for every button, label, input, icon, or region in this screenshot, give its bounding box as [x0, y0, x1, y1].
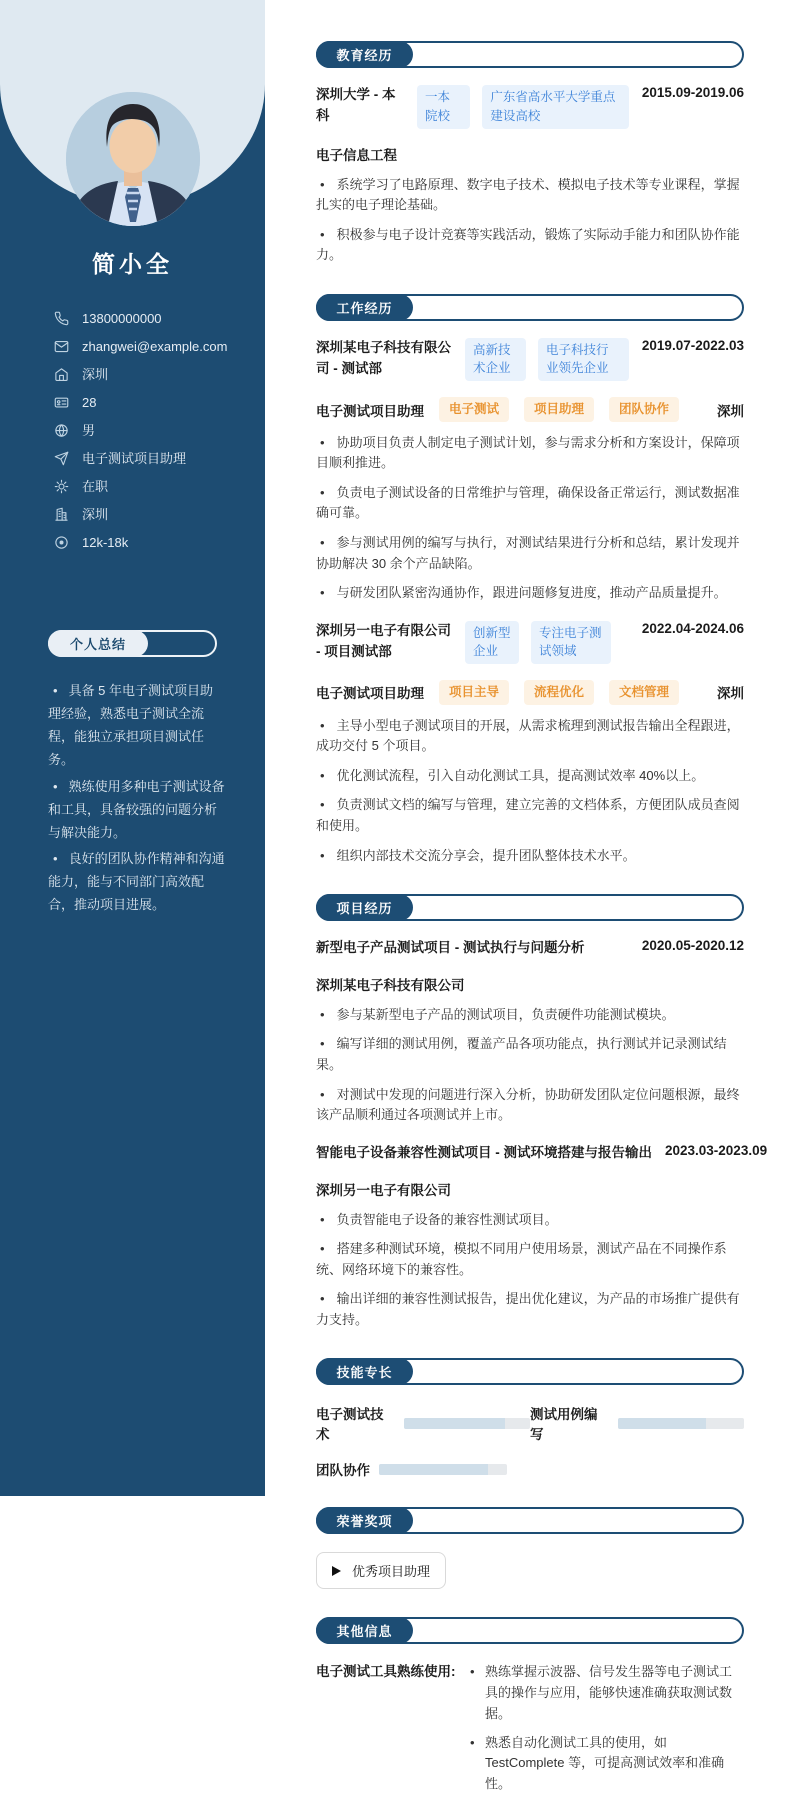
project-company: 深圳某电子科技有限公司	[316, 977, 465, 993]
other-info-row	[316, 1662, 744, 1803]
bullet: • 积极参与电子设计竞赛等实践活动，锻炼了实际动手能力和团队协作能力。	[316, 225, 744, 266]
honor-item	[316, 1552, 446, 1589]
project-name: 智能电子设备兼容性测试项目 - 测试环境搭建与报告输出	[316, 1144, 652, 1160]
gear-icon	[54, 479, 69, 494]
role-tags	[439, 680, 679, 705]
contact-target-position-value: 电子测试项目助理	[82, 451, 187, 466]
skills-list	[316, 1403, 744, 1479]
contact-email-value: zhangwei@example.com	[82, 339, 228, 354]
contact-home-city-value: 深圳	[82, 367, 109, 382]
contact-list	[54, 311, 249, 550]
education-section-title: 教育经历	[316, 41, 413, 68]
paper-plane-icon	[54, 451, 69, 466]
other-info-bullets	[468, 1662, 744, 1803]
skill-item	[316, 1459, 530, 1479]
summary-content	[48, 679, 225, 916]
play-icon	[332, 1566, 341, 1576]
summary-item: • 良好的团队协作精神和沟通能力，能与不同部门高效配合，推动项目进展。	[48, 847, 225, 916]
resume-main	[316, 0, 768, 1803]
bullet: • 协助项目负责人制定电子测试计划，参与需求分析和方案设计，保障项目顺利推进。	[316, 433, 744, 474]
avatar	[66, 92, 200, 226]
contact-gender-value: 男	[82, 423, 96, 438]
project-company: 深圳另一电子有限公司	[316, 1182, 451, 1198]
skills-section-header	[316, 1358, 744, 1385]
bullet: • 组织内部技术交流分享会，提升团队整体技术水平。	[316, 846, 744, 867]
honor-label: 优秀项目助理	[352, 1564, 431, 1580]
home-icon	[54, 367, 69, 382]
school-tag: 一本院校	[417, 85, 470, 129]
role-tag: 文档管理	[609, 680, 679, 705]
work-bullets	[316, 716, 744, 866]
other-section-header	[316, 1617, 744, 1644]
contact-phone-value: 13800000000	[82, 311, 162, 326]
bullet: • 搭建多种测试环境，模拟不同用户使用场景，测试产品在不同操作系统、网络环境下的兼容性。	[316, 1239, 744, 1280]
contact-email	[54, 339, 249, 354]
phone-icon	[54, 311, 69, 326]
projects-section-title: 项目经历	[316, 894, 413, 921]
contact-age-value: 28	[82, 395, 97, 410]
honors-section-title: 荣誉奖项	[316, 1507, 413, 1534]
bullet: • 负责测试文档的编写与管理，建立完善的文档体系，方便团队成员查阅和使用。	[316, 795, 744, 836]
school-name: 深圳大学 - 本科	[316, 87, 396, 123]
bullet: • 主导小型电子测试项目的开展，从需求梳理到测试报告输出全程跟进，成功交付 5 个项目。	[316, 716, 744, 757]
work-date: 2022.04-2024.06	[641, 620, 744, 636]
skills-section-title: 技能专长	[316, 1358, 413, 1385]
role-tag: 项目助理	[524, 397, 594, 422]
contact-gender	[54, 423, 249, 438]
skill-label: 电子测试技术	[316, 1407, 384, 1443]
role-row	[316, 397, 744, 422]
skill-bar	[379, 1464, 507, 1475]
bullet: • 熟悉自动化测试工具的使用，如 TestComplete 等，可提高测试效率和准确性。	[468, 1733, 744, 1795]
bullet: • 对测试中发现的问题进行深入分析，协助研发团队定位问题根源，最终该产品顺利通过各项测试并上市。	[316, 1085, 744, 1126]
role-tag: 电子测试	[439, 397, 509, 422]
portrait-illustration	[66, 92, 200, 226]
role-title: 电子测试项目助理	[316, 403, 424, 419]
project-date: 2023.03-2023.09	[665, 1142, 768, 1158]
sidebar	[0, 0, 265, 1496]
bullet: • 参与某新型电子产品的测试项目，负责硬件功能测试模块。	[316, 1005, 744, 1026]
contact-job-status-value: 在职	[82, 479, 109, 494]
education-bullets	[316, 175, 744, 266]
contact-home-city	[54, 367, 249, 382]
bullet: • 参与测试用例的编写与执行，对测试结果进行分析和总结，累计发现并协助解决 30 余个产品缺陷。	[316, 533, 744, 574]
building-icon	[54, 507, 69, 522]
skill-bar	[618, 1418, 744, 1429]
bullet: • 与研发团队紧密沟通协作，跟进问题修复进度，推动产品质量提升。	[316, 583, 744, 604]
honors-section-header	[316, 1507, 744, 1534]
contact-work-city	[54, 507, 249, 522]
role-tags	[439, 397, 679, 422]
contact-salary	[54, 535, 249, 550]
school-tags	[417, 85, 629, 129]
role-title: 电子测试项目助理	[316, 686, 424, 702]
bullet: • 编写详细的测试用例，覆盖产品各项功能点，执行测试并记录测试结果。	[316, 1034, 744, 1075]
id-card-icon	[54, 395, 69, 410]
company-tag: 高新技术企业	[465, 338, 526, 382]
bullet: • 负责电子测试设备的日常维护与管理，确保设备正常运行，测试数据准确可靠。	[316, 483, 744, 524]
role-row	[316, 680, 744, 705]
summary-item: • 具备 5 年电子测试项目助理经验，熟悉电子测试全流程，能独立承担项目测试任务。	[48, 679, 225, 772]
bullet: • 输出详细的兼容性测试报告，提出优化建议，为产品的市场推广提供有力支持。	[316, 1289, 744, 1330]
skill-item	[316, 1403, 530, 1443]
role-tag: 项目主导	[439, 680, 509, 705]
skill-item	[530, 1403, 744, 1443]
contact-phone	[54, 311, 249, 326]
company-tags	[465, 338, 629, 382]
project-date: 2020.05-2020.12	[641, 938, 744, 954]
project-bullets	[316, 1210, 744, 1331]
candidate-name: 简小全	[92, 251, 173, 277]
school-tag: 广东省高水平大学重点建设高校	[482, 85, 629, 129]
project-bullets	[316, 1005, 744, 1126]
skill-bar-fill	[618, 1418, 706, 1429]
company-name: 深圳另一电子有限公司 - 项目测试部	[316, 622, 451, 659]
project-entry-head	[316, 938, 744, 959]
bullet: • 负责智能电子设备的兼容性测试项目。	[316, 1210, 744, 1231]
company-tag: 创新型企业	[465, 621, 519, 665]
work-section-header	[316, 294, 744, 321]
contact-age	[54, 395, 249, 410]
contact-salary-value: 12k-18k	[82, 535, 129, 550]
target-icon	[54, 535, 69, 550]
company-tags	[465, 621, 611, 665]
project-name: 新型电子产品测试项目 - 测试执行与问题分析	[316, 940, 585, 956]
education-date: 2015.09-2019.06	[641, 85, 744, 100]
company-tag: 专注电子测试领域	[531, 621, 611, 665]
work-location: 深圳	[717, 686, 744, 702]
work-bullets	[316, 433, 744, 604]
bullet: • 系统学习了电路原理、数字电子技术、模拟电子技术等专业课程，掌握扎实的电子理论基础。	[316, 175, 744, 216]
contact-target-position	[54, 451, 249, 466]
education-section-header	[316, 41, 744, 68]
work-entry-head	[316, 621, 744, 665]
work-date: 2019.07-2022.03	[641, 337, 744, 353]
email-icon	[54, 339, 69, 354]
skill-bar	[404, 1418, 530, 1429]
other-section-title: 其他信息	[316, 1617, 413, 1644]
skill-bar-fill	[404, 1418, 504, 1429]
summary-section-title: 个人总结	[48, 630, 148, 657]
role-tag: 流程优化	[524, 680, 594, 705]
company-name: 深圳某电子科技有限公司 - 测试部	[316, 339, 451, 376]
work-entry-head	[316, 338, 744, 382]
summary-item: • 熟练使用多种电子测试设备和工具，具备较强的问题分析与解决能力。	[48, 775, 225, 844]
bullet: • 熟练掌握示波器、信号发生器等电子测试工具的操作与应用，能够快速准确获取测试数据。	[468, 1662, 744, 1724]
summary-section-header	[48, 630, 217, 657]
skill-label: 团队协作	[316, 1463, 370, 1479]
major: 电子信息工程	[316, 147, 397, 163]
projects-section-header	[316, 894, 744, 921]
other-info-label: 电子测试工具熟练使用:	[316, 1664, 456, 1680]
work-section-title: 工作经历	[316, 294, 413, 321]
skill-label: 测试用例编写	[530, 1407, 598, 1443]
bullet: • 优化测试流程，引入自动化测试工具，提高测试效率 40%以上。	[316, 766, 744, 787]
role-tag: 团队协作	[609, 397, 679, 422]
skill-bar-fill	[379, 1464, 488, 1475]
contact-work-city-value: 深圳	[82, 507, 109, 522]
contact-job-status	[54, 479, 249, 494]
company-tag: 电子科技行业领先企业	[538, 338, 629, 382]
work-location: 深圳	[717, 403, 744, 419]
sidebar-hero	[0, 0, 265, 234]
project-entry-head	[316, 1142, 768, 1164]
globe-icon	[54, 423, 69, 438]
education-entry-head	[316, 85, 744, 129]
